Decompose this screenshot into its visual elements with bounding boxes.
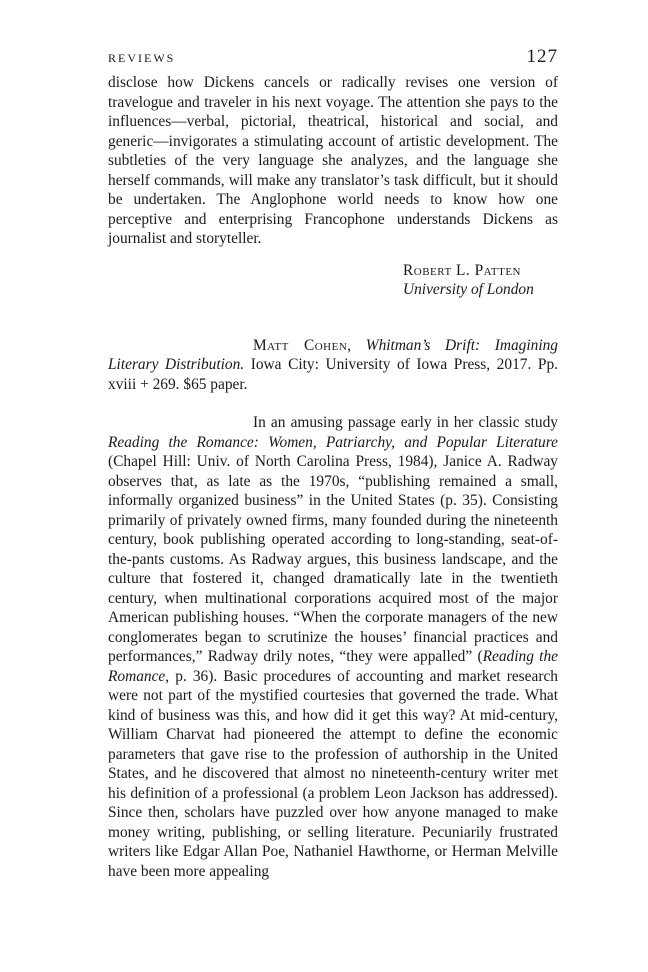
cited-book-title: Reading the Romance: Women, Patriarchy, and Popular Literature [108, 433, 558, 451]
book-title: Whitman’s Drift: Imagining Literary Distribution. [108, 336, 558, 373]
body-text-part: , p. 36). Basic procedures of accounting and market research were not part of the mystified courtesies that governed the trade. What kind of business was this, and how did it get this way? At mid-century, William Charvat had pioneered the attempt to define the economic parameters that gave rise to the profession of authorship in the United States, and he discovered that almost no nineteenth-century writer met his definition of a professional (a problem Leon Jackson has addressed). Since then, scholars have puzzled over how anyone managed to make money writing, publishing, or selling literature. Pecuniarily frustrated writers like Edgar Allan Poe, Nathaniel Hawthorne, or Herman Melville have been more appealing [108, 667, 558, 880]
journal-page [108, 46, 558, 881]
body-text-part: (Chapel Hill: Univ. of North Carolina Press, 1984), Janice A. Radway observes that, as late as the 1970s, “publishing remained a small, informally organized business” in the United States (p. 35). Consisting primarily of privately owned firms, many founded during the nineteenth century, book publishing operated according to long-standing, seat-of-the-pants customs. As Radway argues, this business landscape, and the culture that fostered it, changed dramatically late in the twentieth century, when multinational corporations acquired most of the major American publishing houses. “When the corporate managers of the new conglomerates began to scrutinize the houses’ financial practices and performances,” Radway drily notes, “they were appalled” [108, 453, 558, 665]
reviewer-name: Robert L. Patten [403, 261, 521, 279]
body-text-part: In an amusing passage early in her classic study [253, 414, 558, 431]
reviewer-signature [403, 261, 558, 300]
cited-book-title-short: Reading the Romance [108, 648, 558, 685]
book-author: Matt Cohen [253, 336, 348, 354]
book-publication: Iowa City: University of Iowa Press, 2017. Pp. xviii + 269. $65 paper. [108, 356, 558, 393]
running-head [108, 46, 558, 70]
previous-review-conclusion: disclose how Dickens cancels or radically revises one version of travelogue and traveler in his next voyage. The attention she pays to the influences—verbal, pictorial, theatrical, historical and social, and generic—invigorates a stimulating account of artistic development. The subtleties of the very language she analyzes, and the language she herself commands, will make any translator’s task difficult, but it should be undertaken. The Anglophone world needs to know how one perceptive and enterprising Francophone understands Dickens as journalist and storyteller. [108, 74, 558, 247]
section-title: REVIEWS [108, 51, 176, 65]
review-body-paragraph: In an amusing passage early in her classic study Reading the Romance: Women, Patriarchy, and Popular Literature (Chapel Hill: Univ. of North Carolina Press, 1984), Janice A. Radway observes that, as late as the 1970s, “publishing remained a small, informally organized business” in the United States (p. 35). Consisting primarily of privately owned firms, many founded during the nineteenth century, book publishing operated according to long-standing, seat-of-the-pants customs. As Radway argues, this business landscape, and the culture that fostered it, changed dramatically late in the twentieth century, when multinational corporations acquired most of the major American publishing houses. “When the corporate managers of the new conglomerates began to scrutinize the houses’ financial practices and performances,” Radway drily notes, “they were appalled” (Reading the Romance, p. 36). Basic procedures of accounting and market research were not part of the mystified courtesies that governed the trade. What kind of business was this, and how did it get this way? At mid-century, William Charvat had pioneered the attempt to define the economic parameters that gave rise to the profession of authorship in the United States, and he discovered that almost no nineteenth-century writer met his definition of a professional (a problem Leon Jackson has addressed). Since then, scholars have puzzled over how anyone managed to make money writing, publishing, or selling literature. Pecuniarily frustrated writers like Edgar Allan Poe, Nathaniel Hawthorne, or Herman Melville have been more appealing [108, 414, 558, 880]
page-number: 127 [526, 46, 558, 67]
review-heading: Matt Cohen, Whitman’s Drift: Imagining Literary Distribution. Iowa City: University of Iowa Press, 2017. Pp. xviii + 269. $65 paper. [108, 336, 558, 393]
reviewer-institution: University of London [403, 281, 534, 298]
